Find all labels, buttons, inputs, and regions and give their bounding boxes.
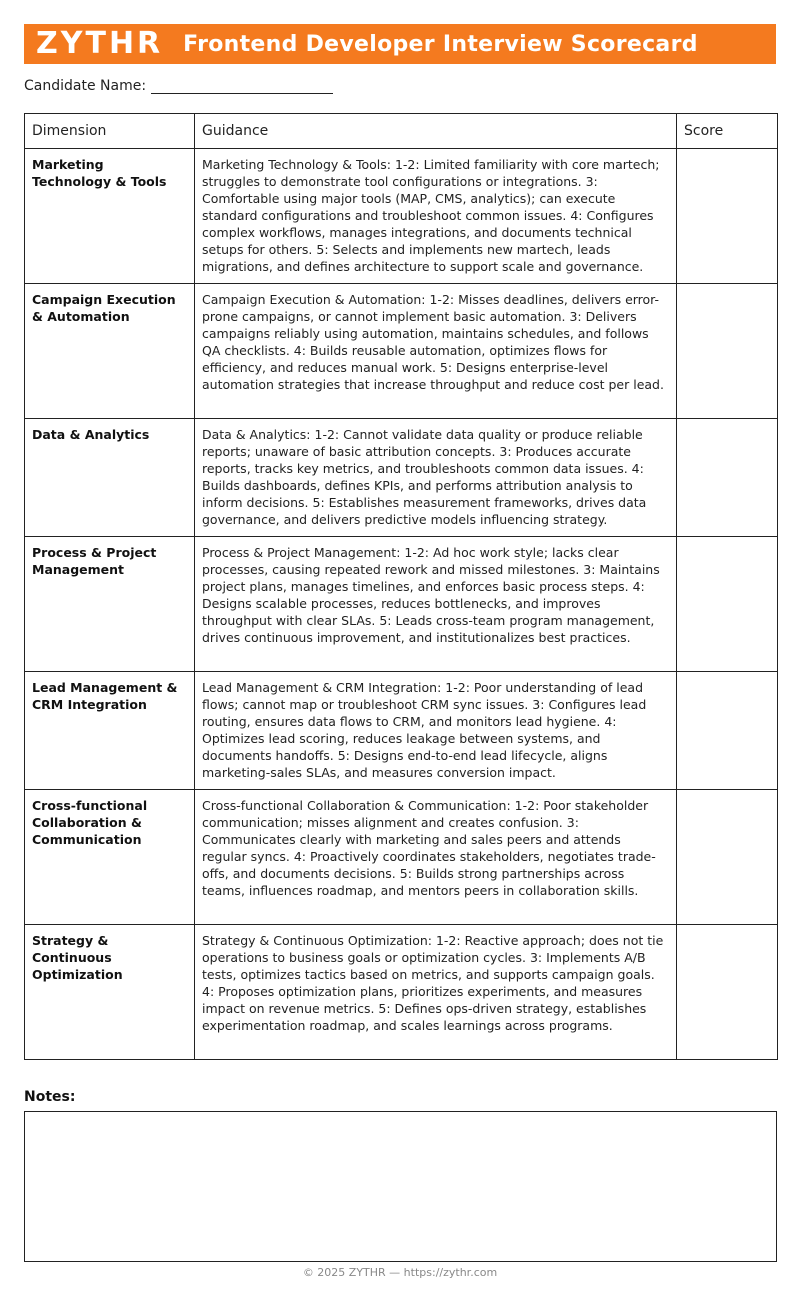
table-row xyxy=(25,284,778,419)
notes-box[interactable] xyxy=(24,1111,777,1262)
header-banner xyxy=(24,24,776,64)
table-row xyxy=(25,672,778,790)
guidance-cell: Marketing Technology & Tools: 1-2: Limited familiarity with core martech; struggles to demonstrate tool configurations or integrations. 3: Comfortable using major tools (MAP, CMS, analytics); can execute standard configurations and troubleshoot common issues. 4: Configures complex workflows, manages integrations, and documents technical setups for others. 5: Selects and implements new martech, leads migrations, and defines architecture to support scale and governance. xyxy=(195,149,677,284)
score-cell[interactable] xyxy=(677,790,778,925)
page-title: Frontend Developer Interview Scorecard xyxy=(183,31,698,57)
candidate-name-row xyxy=(24,78,333,94)
candidate-name-field[interactable] xyxy=(151,79,333,94)
guidance-cell: Lead Management & CRM Integration: 1-2: Poor understanding of lead flows; cannot map or troubleshoot CRM sync issues. 3: Configures lead routing, ensures data flows to CRM, and monitors lead hygiene. 4: Optimizes lead scoring, reduces leakage between systems, and documents handoffs. 5: Designs end-to-end lead lifecycle, aligns marketing-sales SLAs, and measures conversion impact. xyxy=(195,672,677,790)
table-row xyxy=(25,149,778,284)
column-header-dimension: Dimension xyxy=(25,114,195,149)
table-row xyxy=(25,925,778,1060)
table-row xyxy=(25,419,778,537)
table-header-row xyxy=(25,114,778,149)
column-header-guidance: Guidance xyxy=(195,114,677,149)
score-cell[interactable] xyxy=(677,149,778,284)
column-header-score: Score xyxy=(677,114,778,149)
dimension-cell: Marketing Technology & Tools xyxy=(25,149,195,284)
table-row xyxy=(25,537,778,672)
score-cell[interactable] xyxy=(677,284,778,419)
dimension-cell: Lead Management & CRM Integration xyxy=(25,672,195,790)
score-cell[interactable] xyxy=(677,925,778,1060)
guidance-cell: Data & Analytics: 1-2: Cannot validate data quality or produce reliable reports; unaware of basic attribution concepts. 3: Produces accurate reports, tracks key metrics, and troubleshoots common data issues. 4: Builds dashboards, defines KPIs, and performs attribution analysis to inform decisions. 5: Establishes measurement frameworks, drives data governance, and delivers predictive models influencing strategy. xyxy=(195,419,677,537)
guidance-cell: Cross-functional Collaboration & Communication: 1-2: Poor stakeholder communication; misses alignment and creates confusion. 3: Communicates clearly with marketing and sales peers and attends regular syncs. 4: Proactively coordinates stakeholders, negotiates trade-offs, and documents decisions. 5: Builds strong partnerships across teams, influences roadmap, and mentors peers in collaboration skills. xyxy=(195,790,677,925)
guidance-cell: Campaign Execution & Automation: 1-2: Misses deadlines, delivers error-prone campaigns, or cannot implement basic automation. 3: Delivers campaigns reliably using automation, maintains schedules, and follows QA checklists. 4: Builds reusable automation, optimizes flows for efficiency, and reduces manual work. 5: Designs enterprise-level automation strategies that increase throughput and reduce cost per lead. xyxy=(195,284,677,419)
table-row xyxy=(25,790,778,925)
notes-label: Notes: xyxy=(24,1089,76,1105)
guidance-cell: Process & Project Management: 1-2: Ad hoc work style; lacks clear processes, causing repeated rework and missed milestones. 3: Maintains project plans, manages timelines, and enforces basic process steps. 4: Designs scalable processes, reduces bottlenecks, and improves throughput with clear SLAs. 5: Leads cross-team program management, drives continuous improvement, and institutionalizes best practices. xyxy=(195,537,677,672)
dimension-cell: Data & Analytics xyxy=(25,419,195,537)
scorecard-table xyxy=(24,113,778,1060)
zythr-logo: ZYTHR xyxy=(36,26,164,61)
candidate-name-label: Candidate Name: xyxy=(24,78,147,94)
score-cell[interactable] xyxy=(677,672,778,790)
dimension-cell: Campaign Execution & Automation xyxy=(25,284,195,419)
score-cell[interactable] xyxy=(677,419,778,537)
footer-copyright: © 2025 ZYTHR — https://zythr.com xyxy=(302,1266,498,1279)
dimension-cell: Process & Project Management xyxy=(25,537,195,672)
dimension-cell: Strategy & Continuous Optimization xyxy=(25,925,195,1060)
guidance-cell: Strategy & Continuous Optimization: 1-2: Reactive approach; does not tie operations to business goals or optimization cycles. 3: Implements A/B tests, optimizes tactics based on metrics, and supports campaign goals. 4: Proposes optimization plans, prioritizes experiments, and measures impact on revenue metrics. 5: Defines ops-driven strategy, establishes experimentation roadmap, and scales learnings across programs. xyxy=(195,925,677,1060)
dimension-cell: Cross-functional Collaboration & Communication xyxy=(25,790,195,925)
score-cell[interactable] xyxy=(677,537,778,672)
